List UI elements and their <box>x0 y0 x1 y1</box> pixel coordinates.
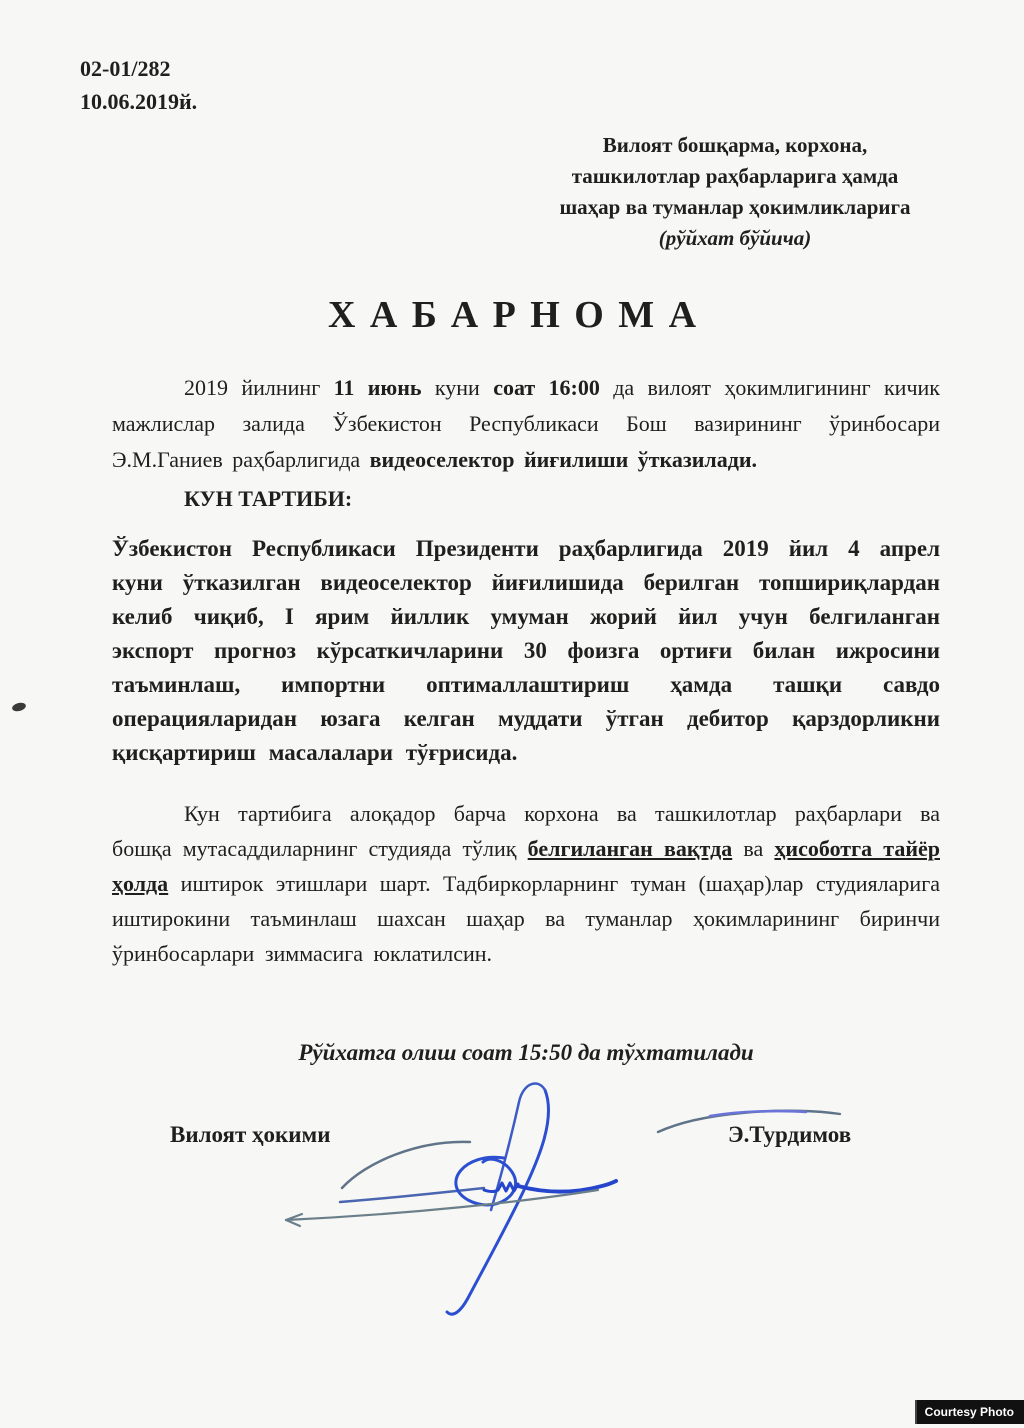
participation-text: Кун тартибига алоқадор барча корхона ва ташкилотлар раҳбарлари ва бошқа мутасаддиларнинг студияда тўлиқ <box>112 801 940 861</box>
reference-number: 02-01/282 <box>80 56 171 81</box>
document-title: ХАБАРНОМА <box>327 294 711 336</box>
document-date: 10.06.2019й. <box>80 89 198 114</box>
reference-block <box>80 52 197 118</box>
addressee-block <box>500 130 970 254</box>
intro-text: куни <box>421 375 494 400</box>
participation-text: ва <box>732 836 775 861</box>
participation-underlined: ҳисоботга тайёр ҳолда <box>112 836 940 896</box>
registration-note: Рўйхатга олиш соат 15:50 да тўхтатилади <box>298 1040 754 1065</box>
participation-paragraph <box>112 796 940 971</box>
participation-text: иштирок этишлари шарт. Тадбиркорларнинг туман (шаҳар)лар студияларига иштирокини таъминлаш шахсан шаҳар ва туманлар ҳокимларининг биринчи ўринбосарлари зиммасига юклатилсин. <box>112 871 940 966</box>
intro-paragraph <box>112 370 940 478</box>
addressee-line: шаҳар ва туманлар ҳокимликларига <box>559 195 911 219</box>
intro-bold-time: соат 16:00 <box>493 375 600 400</box>
signature-scribble <box>240 1078 880 1338</box>
courtesy-watermark: Courtesy Photo <box>915 1400 1024 1424</box>
addressee-line: ташкилотлар раҳбарларига ҳамда <box>571 164 899 188</box>
intro-bold-tail: видеоселектор йиғилиши ўтказилади. <box>369 447 758 472</box>
intro-text: 2019 йилнинг <box>184 375 334 400</box>
intro-bold-date: 11 июнь <box>333 375 422 400</box>
agenda-paragraph: Ўзбекистон Республикаси Президенти раҳбарлигида 2019 йил 4 апрел куни ўтказилган видеоселектор йиғилишида берилган топшириқлардан келиб чиқиб, I ярим йиллик умуман жорий йил учун белгиланган экспорт прогноз кўрсаткичларини 30 фоизга ортиғи билан ижросини таъминлаш, импортни оптималлаштириш ҳамда ташқи савдо операцияларидан юзага келган муддати ўтган дебитор қарздорликни қисқартириш масалалари тўғрисида. <box>112 536 940 765</box>
addressee-line: Вилоят бошқарма, корхона, <box>602 133 868 157</box>
signer-name: Э.Турдимов <box>728 1122 852 1147</box>
participation-underlined: белгиланган вақтда <box>527 836 733 861</box>
addressee-note: (рўйхат бўйича) <box>658 226 812 250</box>
scan-speck <box>11 701 27 712</box>
signer-position-title: Вилоят ҳокими <box>170 1122 331 1147</box>
intro-text: да вилоят ҳокимлигининг кичик мажлислар залида Ўзбекистон Республикаси Бош вазирининг ўринбосари Э.М.Ганиев раҳбарлигида <box>112 375 940 472</box>
agenda-heading: КУН ТАРТИБИ: <box>184 486 353 511</box>
